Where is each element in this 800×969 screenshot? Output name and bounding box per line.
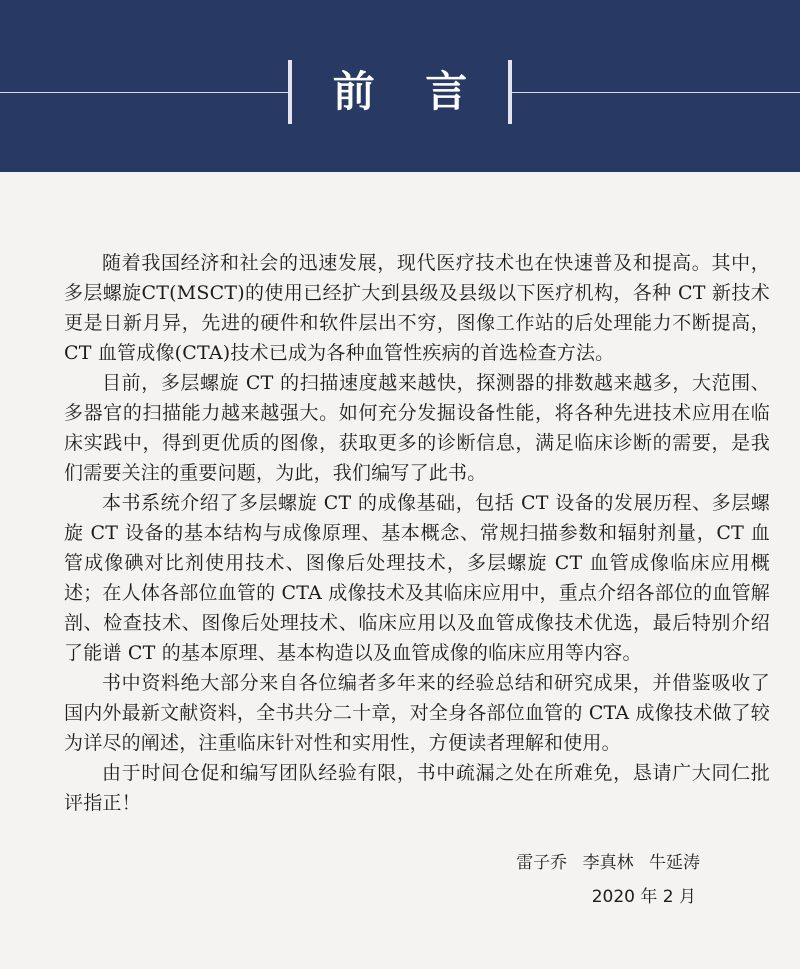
author-signature: 雷子乔 李真林 牛延涛 [516, 853, 700, 873]
paragraph: 本书系统介绍了多层螺旋 CT 的成像基础，包括 CT 设备的发展历程、多层螺旋 CT 设备的基本结构与成像原理、基本概念、常规扫描参数和辐射剂量，CT 血管成像碘对比剂使用技术、图像后处理技术，多层螺旋 CT 血管成像临床应用概述；在人体各部位血管的 CTA 成像技术及其临床应用中，重点介绍各部位的血管解剖、检查技术、图像后处理技术、临床应用以及血管成像技术优选，最后特别介绍了能谱 CT 的基本原理、基本构造以及血管成像的临床应用等内容。 [64, 492, 770, 664]
header-banner [0, 0, 800, 172]
paragraph: 随着我国经济和社会的迅速发展，现代医疗技术也在快速普及和提高。其中，多层螺旋CT(MSCT)的使用已经扩大到县级及县级以下医疗机构，各种 CT 新技术更是日新月异，先进的硬件和软件层出不穷，图像工作站的后处理能力不断提高，CT 血管成像(CTA)技术已成为各种血管性疾病的首选检查方法。 [64, 252, 770, 364]
preface-body [64, 248, 770, 818]
paragraph: 由于时间仓促和编写团队经验有限，书中疏漏之处在所难免，恳请广大同仁批评指正！ [64, 762, 770, 814]
banner-rule-right [512, 92, 800, 93]
banner-rule-left [0, 92, 288, 93]
signature-date: 2020 年 2 月 [591, 887, 696, 907]
paragraph: 书中资料绝大部分来自各位编者多年来的经验总结和研究成果，并借鉴吸收了国内外最新文献资料，全书共分二十章，对全身各部位血管的 CTA 成像技术做了较为详尽的阐述，注重临床针对性和实用性，方便读者理解和使用。 [64, 672, 770, 754]
page-title: 前 言 [332, 67, 486, 116]
paragraph: 目前，多层螺旋 CT 的扫描速度越来越快，探测器的排数越来越多，大范围、多器官的扫描能力越来越强大。如何充分发掘设备性能，将各种先进技术应用在临床实践中，得到更优质的图像，获取更多的诊断信息，满足临床诊断的需要，是我们需要关注的重要问题，为此，我们编写了此书。 [64, 372, 770, 484]
